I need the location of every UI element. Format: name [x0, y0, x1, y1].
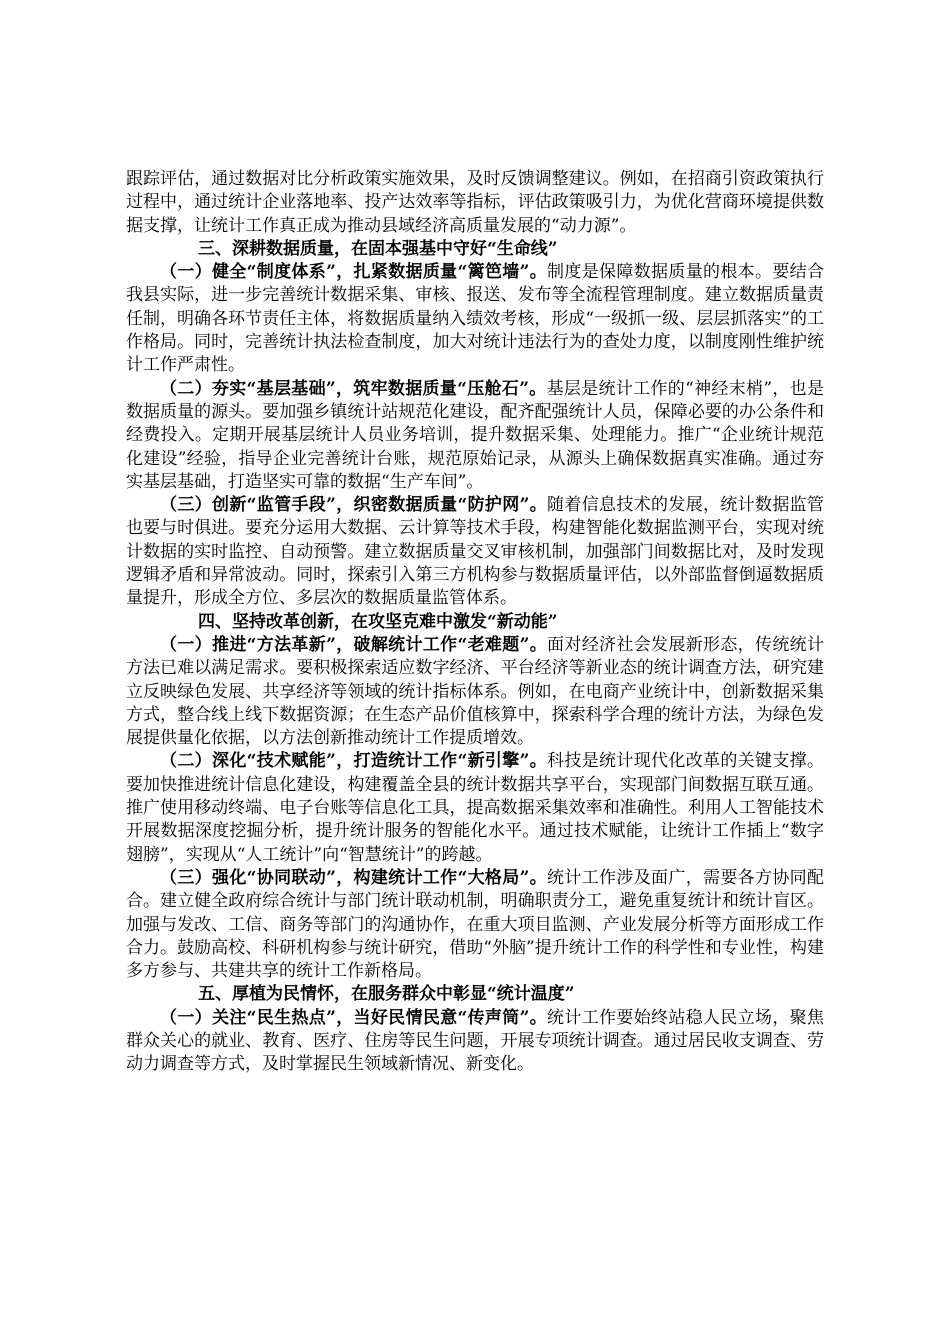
paragraph-4-1: [126, 634, 824, 750]
paragraph-3-3: [126, 494, 824, 610]
paragraph-continued: [126, 168, 824, 238]
paragraph-4-2: [126, 750, 824, 866]
paragraph-lead: （一）健全“制度体系”，扎紧数据质量“篱笆墙”。: [160, 262, 548, 283]
document-body: [126, 168, 824, 1077]
paragraph-lead: （二）深化“技术赋能”，打造统计工作“新引擎”。: [160, 751, 548, 772]
paragraph-text: 基层是统计工作的“神经末梢”，也是数据质量的源头。要加强乡镇统计站规范化建设，配齐配强统计人员，保障必要的办公条件和经费投入。定期开展基层统计人员业务培训，提升数据采集、处理能力。推广“企业统计规范化建设”经验，指导企业完善统计台账，规范原始记录，从源头上确保数据真实准确。通过夯实基层基础，打造坚实可靠的数据“生产车间”。: [126, 378, 824, 492]
section-heading-5: 五、厚植为民情怀，在服务群众中彰显“统计温度”: [198, 984, 575, 1005]
section-heading-3: 三、深耕数据质量，在固本强基中守好“生命线”: [198, 238, 558, 259]
paragraph-lead: （三）强化“协同联动”，构建统计工作“大格局”。: [160, 867, 548, 888]
paragraph-text: 制度是保障数据质量的根本。要结合我县实际，进一步完善统计数据采集、审核、报送、发布等全流程管理制度。建立数据质量责任制，明确各环节责任主体，将数据质量纳入绩效考核，形成“一级抓一级、层层抓落实”的工作格局。同时，完善统计执法检查制度，加大对统计违法行为的查处力度，以制度刚性维护统计工作严肃性。: [126, 262, 824, 376]
paragraph-5-1: [126, 1007, 824, 1077]
section-heading-4: 四、坚持改革创新，在攻坚克难中激发“新动能”: [198, 611, 558, 632]
paragraph-lead: （一）关注“民生热点”，当好民情民意“传声筒”。: [160, 1007, 548, 1028]
paragraph-3-2: [126, 378, 824, 494]
paragraph-text: 跟踪评估，通过数据对比分析政策实施效果，及时反馈调整建议。例如，在招商引资政策执行过程中，通过统计企业落地率、投产达效率等指标，评估政策吸引力，为优化营商环境提供数据支撑，让统计工作真正成为推动县域经济高质量发展的“动力源”。: [126, 169, 824, 236]
paragraph-text: 面对经济社会发展新形态，传统统计方法已难以满足需求。要积极探索适应数字经济、平台经济等新业态的统计调查方法，研究建立反映绿色发展、共享经济等领域的统计指标体系。例如，在电商产业统计中，创新数据采集方式，整合线上线下数据资源；在生态产品价值核算中，探索科学合理的统计方法，为绿色发展提供量化依据，以方法创新推动统计工作提质增效。: [126, 634, 824, 749]
paragraph-3-1: [126, 261, 824, 377]
paragraph-lead: （一）推进“方法革新”，破解统计工作“老难题”。: [160, 634, 548, 655]
paragraph-lead: （三）创新“监管手段”，织密数据质量“防护网”。: [160, 495, 548, 516]
paragraph-text: 统计工作要始终站稳人民立场，聚焦群众关心的就业、教育、医疗、住房等民生问题，开展专项统计调查。通过居民收支调查、劳动力调查等方式，及时掌握民生领域新情况、新变化。: [126, 1007, 824, 1075]
paragraph-4-3: [126, 867, 824, 983]
paragraph-text: 随着信息技术的发展，统计数据监管也要与时俱进。要充分运用大数据、云计算等技术手段，构建智能化数据监测平台，实现对统计数据的实时监控、自动预警。建立数据质量交叉审核机制，加强部门间数据比对，及时发现逻辑矛盾和异常波动。同时，探索引入第三方机构参与数据质量评估，以外部监督倒逼数据质量提升，形成全方位、多层次的数据质量监管体系。: [126, 495, 824, 609]
paragraph-lead: （二）夯实“基层基础”，筑牢数据质量“压舱石”。: [160, 378, 547, 399]
paragraph-text: 统计工作涉及面广，需要各方协同配合。建立健全政府综合统计与部门统计联动机制，明确职责分工，避免重复统计和统计盲区。加强与发改、工信、商务等部门的沟通协作，在重大项目监测、产业发展分析等方面形成工作合力。鼓励高校、科研机构参与统计研究，借助“外脑”提升统计工作的科学性和专业性，构建多方参与、共建共享的统计工作新格局。: [126, 867, 824, 982]
paragraph-text: 科技是统计现代化改革的关键支撑。要加快推进统计信息化建设，构建覆盖全县的统计数据共享平台，实现部门间数据互联互通。推广使用移动终端、电子台账等信息化工具，提高数据采集效率和准确性。利用人工智能技术开展数据深度挖掘分析，提升统计服务的智能化水平。通过技术赋能，让统计工作插上“数字翅膀”，实现从“人工统计”向“智慧统计”的跨越。: [126, 751, 824, 865]
